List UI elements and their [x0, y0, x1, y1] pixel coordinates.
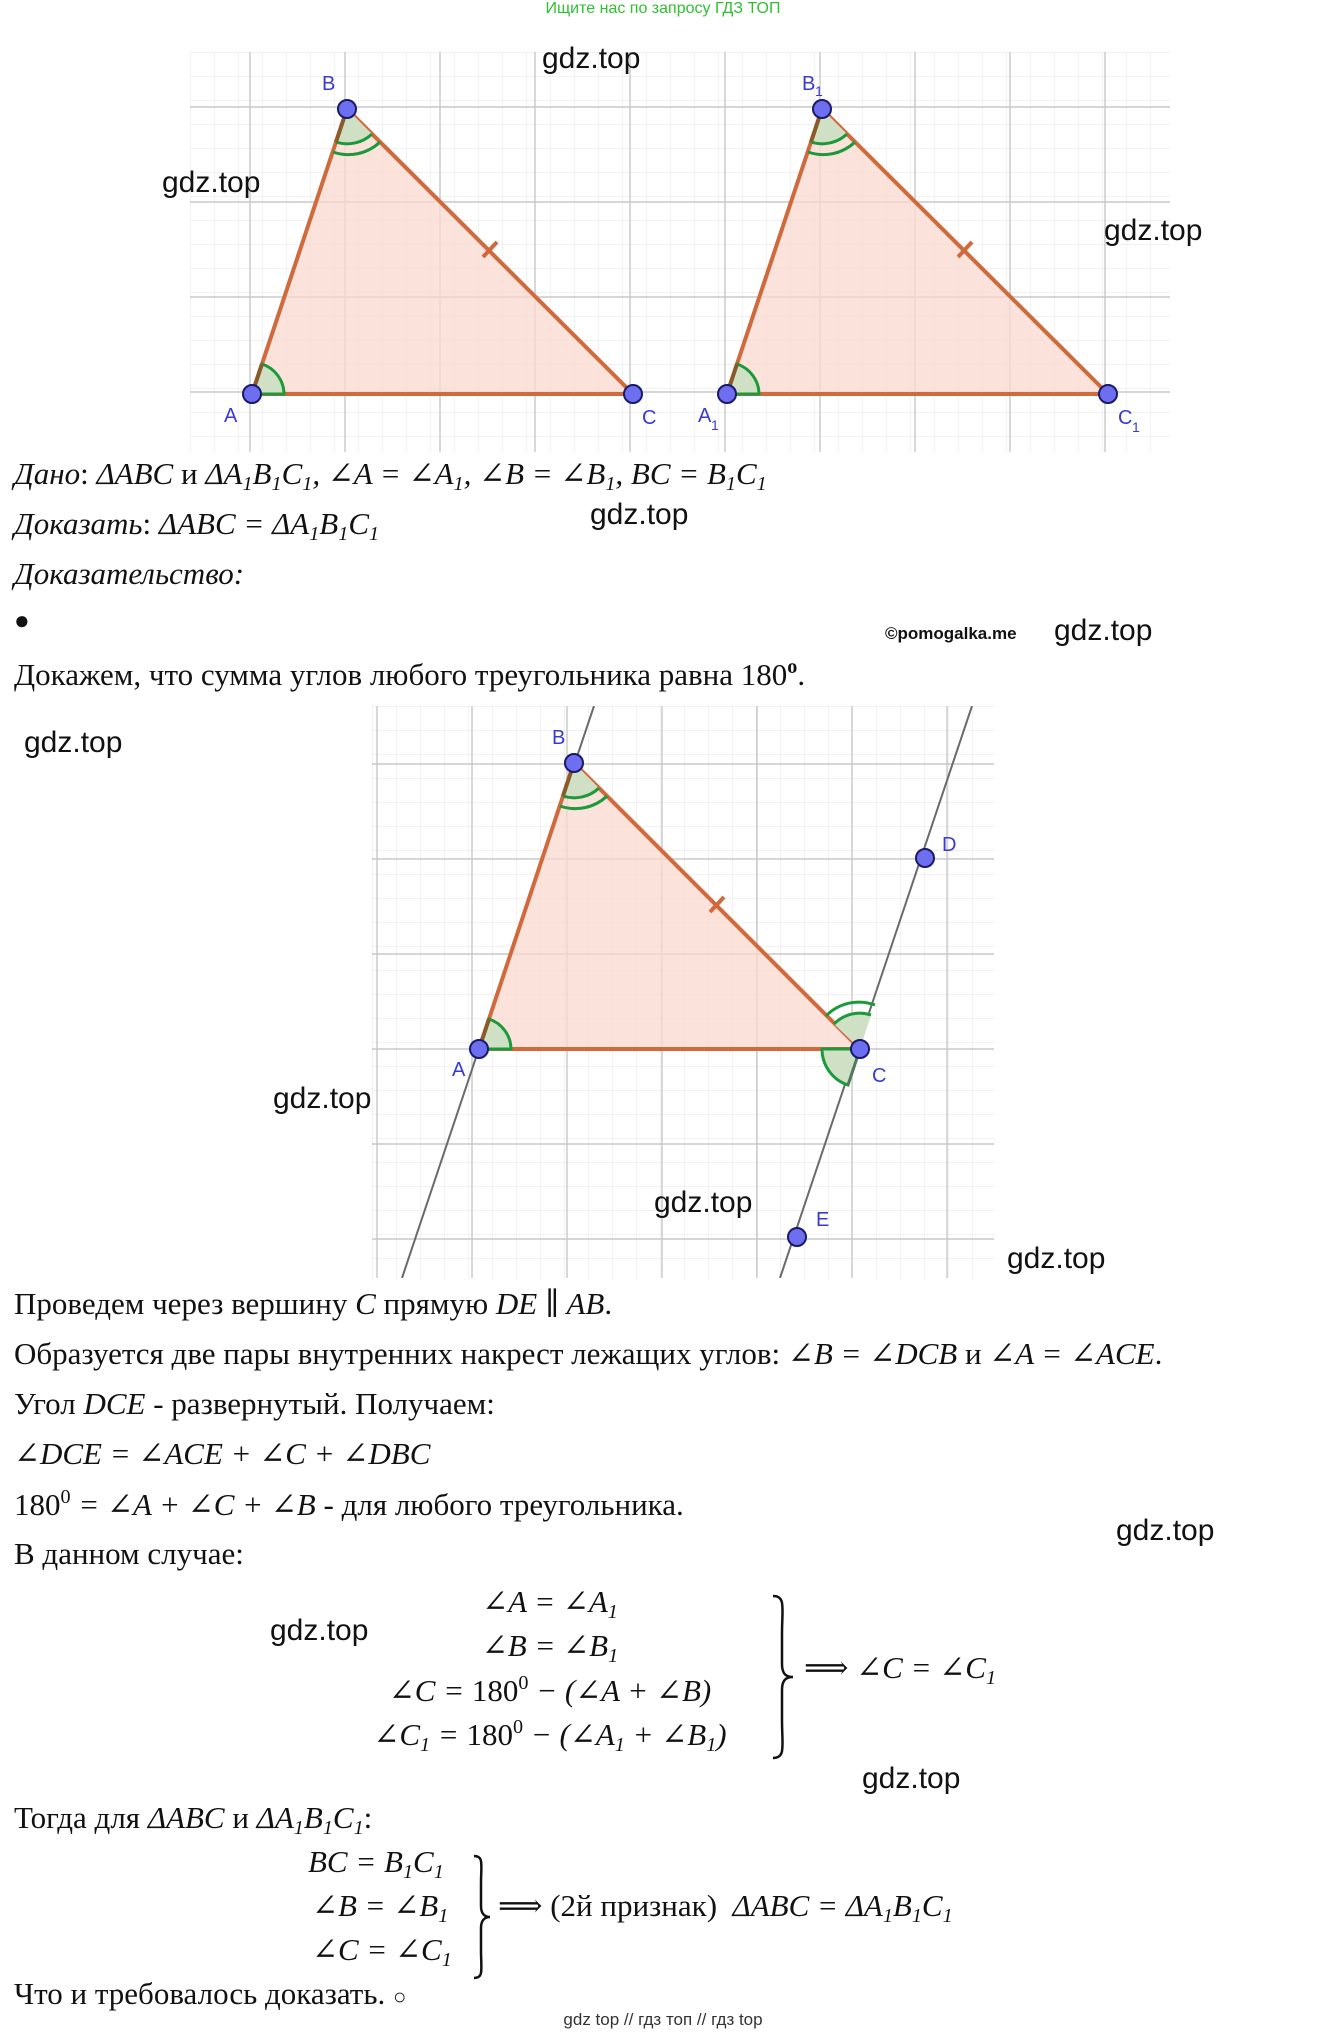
qed-line: Что и требовалось доказать. ○ — [14, 1976, 407, 2011]
watermark: gdz.top — [590, 498, 689, 531]
watermark: gdz.top — [273, 1082, 372, 1115]
in-this-case: В данном случае: — [14, 1536, 244, 1571]
system2-eq-2: ∠B = $\angle B_1$ — [312, 1888, 449, 1928]
system2-eq-1: BC = $B_1C_1$ — [308, 1844, 444, 1884]
label-c: C — [642, 407, 657, 429]
proof-label: Доказательство: — [14, 556, 245, 591]
label-b: B — [552, 727, 566, 749]
draw-line-statement: Проведем через вершину C прямую DE ∥ AB. — [14, 1286, 613, 1321]
label-e: E — [816, 1209, 830, 1231]
watermark: gdz.top — [1054, 614, 1153, 647]
watermark: gdz.top — [24, 726, 123, 759]
label-c1-sub: 1 — [1132, 419, 1140, 435]
alternate-angles-statement: Образуется две пары внутренних накрест лежащих углов: ∠B = ∠DCB и ∠A = ∠ACE. — [14, 1336, 1163, 1371]
sum-statement: Докажем, что сумма углов любого треугольника равна 180$^o$. — [14, 656, 806, 693]
bottom-bar: gdz top // гдз топ // гдз top — [563, 2010, 763, 2029]
then-for-statement: Тогда для ΔABC и $\Delta A_1B_1C_1$: — [14, 1800, 373, 1840]
brace-right-2 — [472, 1854, 492, 1980]
equation-dce: ∠DCE = ∠ACE + ∠C + ∠DBC — [14, 1436, 431, 1471]
prove-line: Доказать: $\Delta ABC = \Delta A_1B_1C_1$ — [14, 506, 380, 546]
watermark: gdz.top — [862, 1762, 961, 1795]
watermark: gdz.top — [270, 1614, 369, 1647]
label-d: D — [942, 834, 957, 856]
system-eq-2: ∠B = $\angle B_1$ — [481, 1628, 619, 1668]
given-line: Дано: ΔABC и $\Delta A_1B_1C_1$, ∠A = $\angle A_1$, ∠B = $\angle B_1$, BC = $B_1C_1$ — [14, 456, 767, 496]
label-a1: A — [698, 405, 712, 427]
label-c1: C — [1118, 407, 1133, 429]
credit: ©pomogalka.me — [885, 624, 1017, 643]
figure-two-triangles — [190, 52, 1170, 452]
label-a: A — [452, 1059, 466, 1081]
straight-angle-statement: Угол DCE - развернутый. Получаем: — [14, 1386, 495, 1421]
label-a1-sub: 1 — [711, 417, 719, 433]
system2-result: ⟹ (2й признак) $\Delta ABC = \Delta A_1B_1C_1$ — [498, 1888, 953, 1928]
system-result: ⟹ ∠C = $\angle C_1$ — [804, 1650, 997, 1690]
label-b1-sub: 1 — [815, 83, 823, 99]
system2-eq-3: ∠C = $\angle C_1$ — [312, 1932, 452, 1972]
bullet: ● — [14, 606, 30, 635]
watermark: gdz.top — [1104, 214, 1203, 247]
label-b: B — [322, 73, 336, 95]
label-b1: B — [802, 73, 816, 95]
watermark: gdz.top — [1116, 1514, 1215, 1547]
watermark: gdz.top — [542, 42, 641, 75]
watermark: gdz.top — [162, 166, 261, 199]
watermark: gdz.top — [1007, 1242, 1106, 1275]
system-eq-1: ∠A = $\angle A_1$ — [482, 1584, 618, 1624]
system-eq-4: $\angle C_1 = 180^0$ − ($\angle A_1$ + $\angle B_1$) — [373, 1716, 727, 1757]
top-banner: Ищите нас по запросу ГДЗ ТОП — [545, 0, 781, 17]
watermark: gdz.top — [654, 1186, 753, 1219]
label-c: C — [872, 1065, 887, 1087]
brace-right — [770, 1594, 796, 1760]
system-eq-3: ∠C = $180^0$ − (∠A + ∠B) — [388, 1672, 712, 1709]
label-a: A — [224, 405, 238, 427]
equation-sum: $180^0$ = ∠A + ∠C + ∠B - для любого треугольника. — [14, 1486, 684, 1523]
